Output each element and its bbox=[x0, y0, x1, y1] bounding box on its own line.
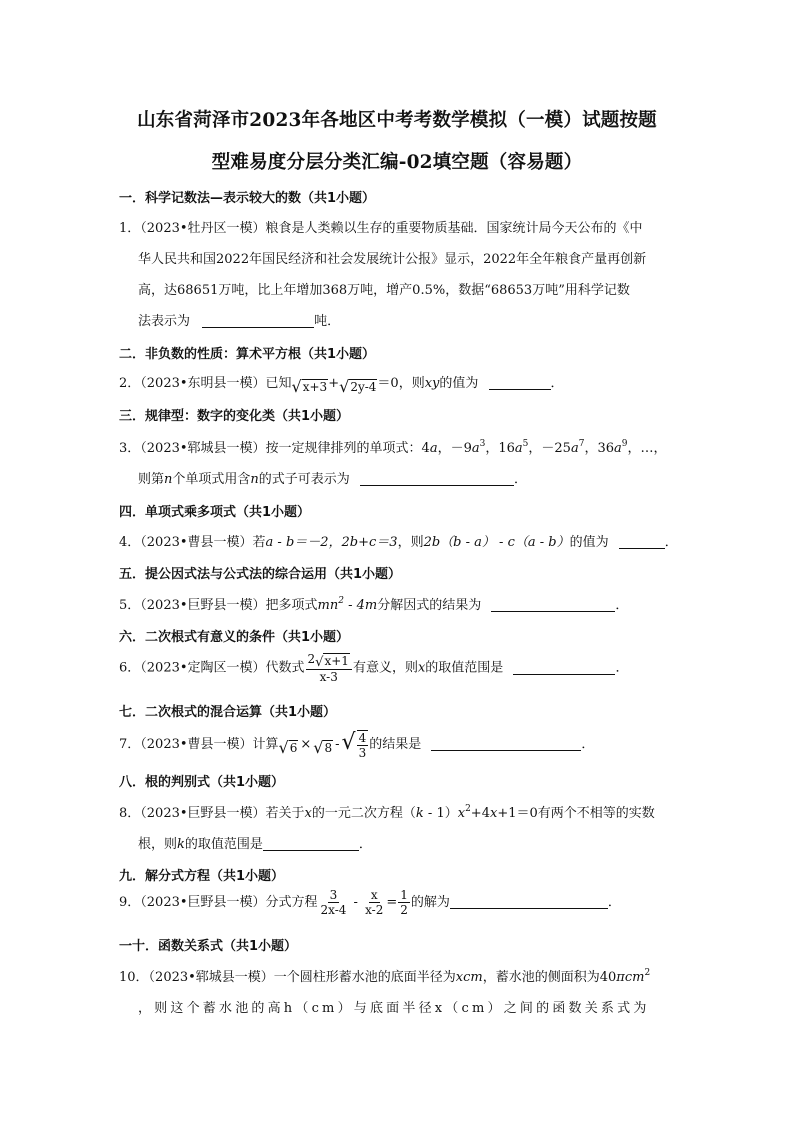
sqrt-expression: √2y-4 bbox=[339, 377, 377, 396]
question-10-line-2: ，则这个蓄水池的高h（cm）与底面半径x（cm）之间的函数关系式为 bbox=[138, 1001, 650, 1016]
expression: $mn^2 - 4m$ bbox=[317, 596, 378, 613]
page-title-line-1: 山东省菏泽市2023年各地区中考考数学模拟（一模）试题按题 bbox=[137, 110, 657, 131]
fraction: $\frac{x}{x-2}$ bbox=[365, 888, 384, 917]
period: ． bbox=[550, 376, 564, 391]
question-3-line-2 bbox=[138, 468, 527, 487]
question-10-line-1 bbox=[119, 966, 650, 985]
section-heading: 六．二次根式有意义的条件（共1小题） bbox=[119, 630, 350, 645]
question-9 bbox=[119, 888, 621, 917]
section-heading: 七．二次根式的混合运算（共1小题） bbox=[119, 705, 337, 720]
question-8-line-1 bbox=[119, 802, 655, 821]
question-1-line-2: 华人民共和国2022年国民经济和社会发展统计公报》显示，2022年全年粮食产量再创新 bbox=[138, 252, 647, 267]
period: ． bbox=[664, 535, 678, 550]
question-3-text: 的式子可表示为 bbox=[258, 472, 350, 487]
question-1-line-4 bbox=[138, 310, 340, 329]
question-8-text: 8．（2023•巨野县一模）若关于 bbox=[119, 806, 305, 821]
question-8-text: 的取值范围是 bbox=[184, 837, 263, 852]
answer-blank-7[interactable] bbox=[431, 736, 581, 751]
question-1-line-3: 高，达68651万吨，比上年增加368万吨，增产0.5%，数据“68653万吨”用科学记数 bbox=[138, 283, 630, 298]
question-5-text: 分解因式的结果为 bbox=[377, 598, 482, 613]
sqrt-expression: √6 bbox=[278, 737, 298, 757]
question-1-text: 法表示为 bbox=[138, 314, 191, 329]
question-6 bbox=[119, 652, 628, 684]
variable: x bbox=[304, 806, 312, 821]
question-2-text: ＝0，则 bbox=[377, 376, 425, 391]
period: ． bbox=[607, 895, 621, 910]
expression: 2b（b - a） - c（a - b） bbox=[423, 535, 570, 550]
question-8-text: 的一元二次方程（ bbox=[311, 806, 416, 821]
period: ． bbox=[581, 736, 595, 752]
question-3-text: 3．（2023•郓城县一模）按一定规律排列的单项式： bbox=[119, 441, 422, 456]
answer-blank-1[interactable] bbox=[202, 313, 314, 328]
section-heading: 二．非负数的性质：算术平方根（共1小题） bbox=[119, 347, 376, 362]
answer-blank-2[interactable] bbox=[489, 375, 551, 390]
question-4-text: 的值为 bbox=[569, 535, 609, 550]
question-9-text: 的解为 bbox=[410, 895, 450, 910]
question-2-text: 2．（2023•东明县一模）已知 bbox=[119, 376, 292, 391]
monomial-sequence: 4a，$-9a^3$，$16a^5$，$-25a^7$，$36a^9$，…， bbox=[421, 439, 667, 456]
question-5-text: 5．（2023•巨野县一模）把多项式 bbox=[119, 598, 318, 613]
question-9-text: 9．（2023•巨野县一模）分式方程 bbox=[119, 895, 318, 910]
answer-blank-3[interactable] bbox=[360, 471, 514, 486]
section-heading: 五．提公因式法与公式法的综合运用（共1小题） bbox=[119, 567, 402, 582]
answer-blank-5[interactable] bbox=[491, 597, 615, 612]
question-5 bbox=[119, 594, 628, 613]
section-heading: 八．根的判别式（共1小题） bbox=[119, 775, 285, 790]
variable: n bbox=[250, 472, 259, 487]
section-heading: 三．规律型：数字的变化类（共1小题） bbox=[119, 409, 350, 424]
question-4-text: 4．（2023•曹县一模）若 bbox=[119, 535, 266, 550]
answer-blank-6[interactable] bbox=[513, 660, 615, 675]
question-2 bbox=[119, 372, 564, 395]
section-heading: 九．解分式方程（共1小题） bbox=[119, 869, 285, 884]
question-3-line-1 bbox=[119, 437, 667, 456]
variable: n bbox=[164, 472, 173, 487]
question-7-text: 的结果是 bbox=[369, 736, 422, 752]
period: ． bbox=[615, 660, 629, 676]
period: ． bbox=[358, 837, 372, 852]
fraction: $\frac{2√x+1}{x-3}$ bbox=[306, 652, 352, 684]
question-3-text: 个单项式用含 bbox=[172, 472, 251, 487]
question-6-text: 6．（2023•定陶区一模）代数式 bbox=[119, 660, 305, 676]
question-10-text: 10．（2023•郓城县一模）一个圆柱形蓄水池的底面半径为xcm，蓄水池的侧面积为40πcm$^2$ bbox=[119, 968, 651, 985]
question-3-text: 则第 bbox=[138, 472, 165, 487]
equals-sign: = bbox=[386, 895, 398, 910]
fraction: $\frac{3}{2x-4}$ bbox=[320, 888, 347, 917]
question-1-line-1: 1．（2023•牡丹区一模）粮食是人类赖以生存的重要物质基础．国家统计局今天公布的《中 bbox=[119, 221, 643, 236]
variable: x bbox=[417, 660, 426, 676]
question-8-line-2 bbox=[138, 833, 372, 852]
expression: a - b＝－2，2b+c＝3 bbox=[265, 535, 398, 550]
question-6-text: 有意义，则 bbox=[352, 660, 418, 676]
section-heading: 四．单项式乘多项式（共1小题） bbox=[119, 505, 311, 520]
question-7-text: 7．（2023•曹县一模）计算 bbox=[119, 736, 279, 752]
minus-sign: - bbox=[349, 895, 363, 910]
question-1-unit: 吨． bbox=[314, 314, 341, 329]
sqrt-fraction: √ $\frac{4}{3}$ bbox=[341, 730, 367, 760]
period: ． bbox=[615, 598, 629, 613]
section-heading: 一．科学记数法—表示较大的数（共1小题） bbox=[119, 191, 376, 206]
plus-sign: + bbox=[328, 376, 340, 391]
times-sign: × bbox=[300, 736, 312, 752]
question-8-text: 根，则 bbox=[138, 837, 178, 852]
sqrt-expression: √8 bbox=[313, 737, 333, 757]
sqrt-expression: √x+3 bbox=[291, 377, 328, 396]
answer-blank-4[interactable] bbox=[619, 534, 665, 549]
question-4-text: ，则 bbox=[397, 535, 424, 550]
period: ． bbox=[513, 472, 527, 487]
variable: xy bbox=[424, 376, 440, 391]
question-2-text: 的值为 bbox=[439, 376, 479, 391]
section-heading: 一十．函数关系式（共1小题） bbox=[119, 939, 298, 954]
fraction: $\frac{1}{2}$ bbox=[400, 888, 408, 917]
answer-blank-9[interactable] bbox=[450, 894, 608, 909]
variable: k bbox=[415, 806, 424, 821]
page-title-line-2: 型难易度分层分类汇编-02填空题（容易题） bbox=[211, 152, 583, 173]
question-6-text: 的取值范围是 bbox=[425, 660, 504, 676]
question-7 bbox=[119, 729, 594, 760]
question-4 bbox=[119, 531, 678, 550]
minus-sign: - bbox=[335, 736, 340, 752]
variable: k bbox=[177, 837, 185, 852]
equation: - $1)x^2+4x+1=0$有两个不相等的实数 bbox=[423, 804, 655, 821]
answer-blank-8[interactable] bbox=[263, 836, 359, 851]
